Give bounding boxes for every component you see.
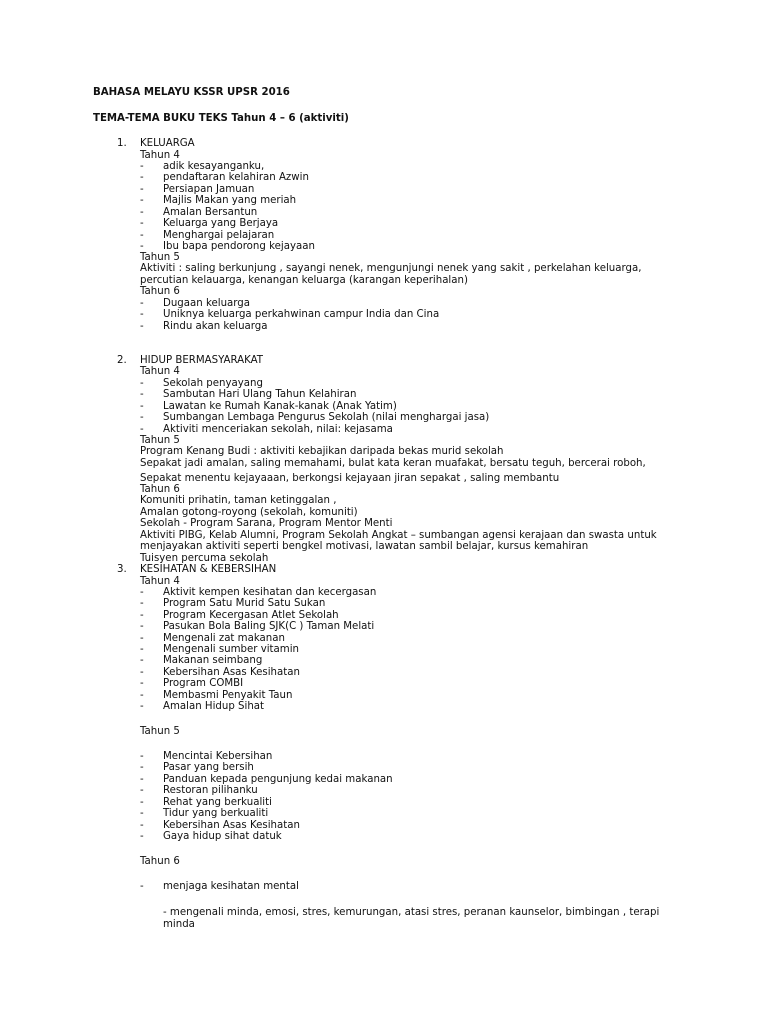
year-label: Tahun 5 [140, 252, 180, 263]
list-item: Aktivit kempen kesihatan dan kecergasan [163, 587, 377, 598]
list-item: Membasmi Penyakit Taun [163, 689, 293, 701]
list-item: Majlis Makan yang meriah [163, 195, 297, 207]
bullet-dash: - [140, 412, 144, 424]
list-item: Rindu akan keluarga [163, 320, 268, 332]
bullet-dash: - [140, 389, 144, 401]
list-item: Mengenali sumber vitamin [163, 644, 300, 655]
section-number: 3. [117, 564, 127, 575]
bullet-dash: - [140, 172, 144, 184]
list-item: Mencintai Kebersihan [163, 751, 273, 762]
section-heading: HIDUP BERMASYARAKAT [140, 355, 264, 366]
list-item: Pasar yang bersih [163, 762, 254, 774]
year-label: Tahun 6 [140, 484, 180, 495]
list-item: Persiapan Jamuan [163, 183, 255, 195]
bullet-dash: - [140, 632, 144, 644]
bullet-dash: - [140, 655, 144, 667]
bullet-dash: - [140, 229, 144, 241]
list-item: Makanan seimbang [163, 655, 263, 667]
list-item: Aktiviti menceriakan sekolah, nilai: kejasama [163, 423, 393, 435]
list-item: Program Kecergasan Atlet Sekolah [163, 609, 339, 621]
bullet-dash: - [140, 598, 144, 610]
list-item: Ibu bapa pendorong kejayaan [163, 241, 315, 253]
bullet-dash: - [140, 309, 144, 321]
paragraph-line: Tuisyen percuma sekolah [140, 553, 269, 564]
year-label: Tahun 4 [140, 366, 180, 377]
list-item: Rehat yang berkualiti [163, 796, 272, 808]
list-item: Sambutan Hari Ulang Tahun Kelahiran [163, 389, 357, 401]
paragraph-line: Sekolah - Program Sarana, Program Mentor Menti [140, 518, 393, 529]
paragraph-line: Sepakat jadi amalan, saling memahami, bulat kata keran muafakat, bersatu teguh, bercerai roboh, [140, 458, 646, 469]
bullet-dash: - [140, 400, 144, 412]
year-label: Tahun 4 [140, 576, 180, 587]
bullet-dash: - [140, 751, 144, 762]
paragraph-line: Aktiviti : saling berkunjung , sayangi nenek, mengunjungi nenek yang sakit , perkelahan keluarga, [140, 263, 642, 274]
paragraph-line: Program Kenang Budi : aktiviti kebajikan daripada bekas murid sekolah [140, 446, 504, 457]
bullet-dash: - [140, 195, 144, 207]
bullet-dash: - [140, 609, 144, 621]
year-label: Tahun 5 [140, 435, 180, 446]
list-item: Tidur yang berkualiti [163, 808, 269, 820]
paragraph-line: Aktiviti PIBG, Kelab Alumni, Program Sekolah Angkat – sumbangan agensi kerajaan dan swasta untuk [140, 530, 657, 541]
section-heading: KESIHATAN & KEBERSIHAN [140, 564, 277, 575]
list-item: Uniknya keluarga perkahwinan campur India dan Cina [163, 309, 440, 321]
bullet-dash: - [140, 161, 144, 172]
bullet-dash: - [140, 206, 144, 218]
paragraph-line: Amalan gotong-royong (sekolah, komuniti) [140, 507, 358, 518]
paragraph-line: - mengenali minda, emosi, stres, kemurungan, atasi stres, peranan kaunselor, bimbingan , terapi [163, 907, 660, 918]
section-number: 2. [117, 355, 127, 366]
list-item: Kebersihan Asas Kesihatan [163, 666, 300, 678]
year-label: Tahun 6 [140, 856, 180, 867]
year-label: Tahun 4 [140, 150, 180, 161]
list-item: Kebersihan Asas Kesihatan [163, 819, 300, 831]
list-item: Keluarga yang Berjaya [163, 218, 279, 230]
bullet-dash: - [140, 796, 144, 808]
bullet-dash: - [140, 831, 144, 843]
list-item: Menghargai pelajaran [163, 229, 275, 241]
list-item: Sumbangan Lembaga Pengurus Sekolah (nilai menghargai jasa) [163, 412, 490, 424]
list-item: adik kesayanganku, [163, 161, 265, 172]
list-item: Program Satu Murid Satu Sukan [163, 598, 326, 610]
list-item: Sekolah penyayang [163, 378, 263, 389]
paragraph-line: Sepakat menentu kejayaaan, berkongsi kejayaan jiran sepakat , saling membantu [140, 473, 560, 484]
document-subtitle: TEMA-TEMA BUKU TEKS Tahun 4 – 6 (aktiviti) [93, 113, 349, 124]
list-item: pendaftaran kelahiran Azwin [163, 172, 309, 184]
bullet-dash: - [140, 701, 144, 712]
year-label: Tahun 6 [140, 286, 180, 297]
paragraph-line: minda [163, 919, 195, 930]
list-item: Pasukan Bola Baling SJK(C ) Taman Melati [163, 621, 375, 633]
bullet-dash: - [140, 762, 144, 774]
list-item: Panduan kepada pengunjung kedai makanan [163, 773, 393, 785]
list-item: Gaya hidup sihat datuk [163, 831, 282, 843]
bullet-dash: - [140, 666, 144, 678]
bullet-dash: - [140, 587, 144, 598]
list-item: Amalan Bersantun [163, 206, 258, 218]
bullet-dash: - [140, 644, 144, 655]
bullet-dash: - [140, 320, 144, 332]
bullet-dash: - [140, 621, 144, 633]
list-item: Restoran pilihanku [163, 785, 258, 797]
bullet-dash: - [140, 241, 144, 253]
section-number: 1. [117, 138, 127, 149]
bullet-dash: - [140, 678, 144, 690]
document-title: BAHASA MELAYU KSSR UPSR 2016 [93, 87, 290, 98]
list-item: Amalan Hidup Sihat [163, 701, 265, 712]
bullet-dash: - [140, 808, 144, 820]
bullet-dash: - [140, 689, 144, 701]
list-item: Dugaan keluarga [163, 298, 251, 309]
paragraph-line: Komuniti prihatin, taman ketinggalan , [140, 495, 337, 506]
year-label: Tahun 5 [140, 726, 180, 737]
list-item: Lawatan ke Rumah Kanak-kanak (Anak Yatim) [163, 400, 397, 412]
bullet-dash: - [140, 423, 144, 435]
bullet-dash: - [140, 378, 144, 389]
list-item: Mengenali zat makanan [163, 632, 285, 644]
bullet-dash: - [140, 183, 144, 195]
bullet-dash: - [140, 819, 144, 831]
list-item: menjaga kesihatan mental [163, 881, 299, 892]
bullet-dash: - [140, 773, 144, 785]
section-heading: KELUARGA [140, 138, 195, 149]
paragraph-line: percutian kelauarga, kenangan keluarga (karangan keperihalan) [140, 275, 468, 286]
bullet-dash: - [140, 785, 144, 797]
paragraph-line: menjayakan aktiviti seperti bengkel motivasi, lawatan sambil belajar, kursus kemahiran [140, 541, 589, 552]
bullet-dash: - [140, 298, 144, 309]
bullet-dash: - [140, 881, 144, 892]
bullet-dash: - [140, 218, 144, 230]
list-item: Program COMBI [163, 678, 244, 690]
